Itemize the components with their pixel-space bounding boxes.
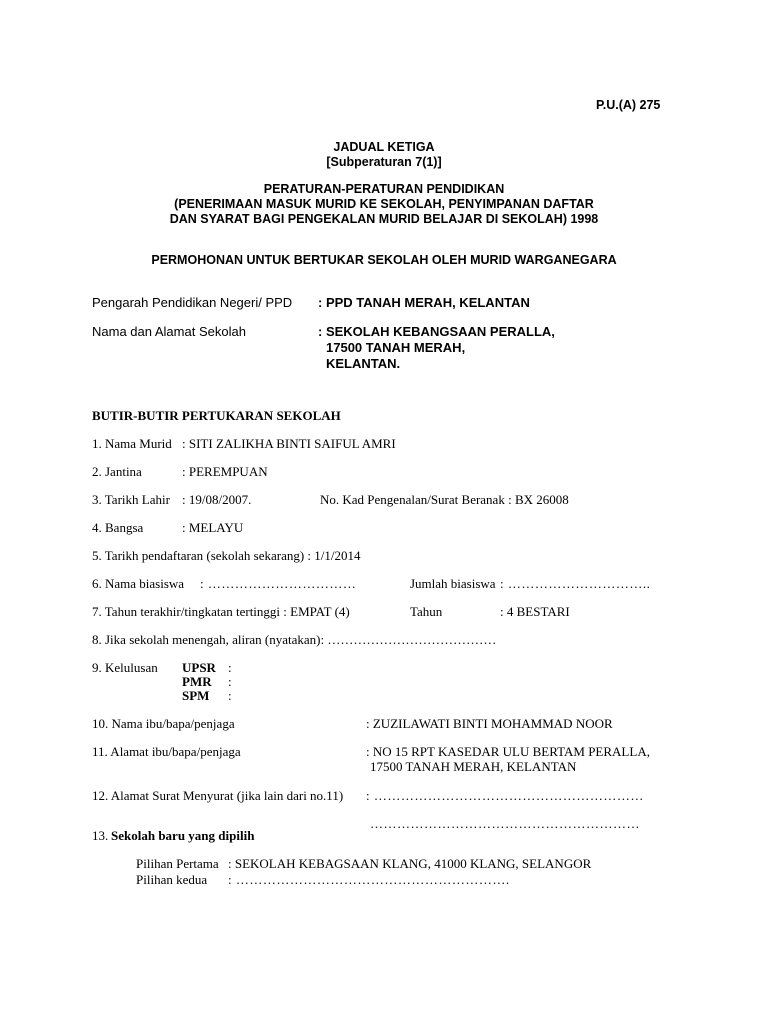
director-value: : PPD TANAH MERAH, KELANTAN: [318, 295, 530, 310]
scholarship-amount-label: Jumlah biasiswa: [410, 576, 496, 591]
mailing-address-label: 12. Alamat Surat Menyurat (jika lain dari no.11): [92, 788, 344, 803]
birthdate-value: : 19/08/2007.: [182, 492, 252, 507]
student-name-label: 1. Nama Murid: [92, 436, 172, 451]
student-name-value: : SITI ZALIKHA BINTI SAIFUL AMRI: [182, 436, 396, 451]
race-label: 4. Bangsa: [92, 520, 144, 535]
subregulation-heading: [Subperaturan 7(1)]: [326, 155, 442, 169]
guardian-name-label: 10. Nama ibu/bapa/penjaga: [92, 716, 235, 731]
spm-label: SPM: [182, 688, 210, 703]
guardian-name-value: : ZUZILAWATI BINTI MOHAMMAD NOOR: [366, 716, 613, 731]
director-label: Pengarah Pendidikan Negeri/ PPD: [92, 295, 293, 310]
last-year-level: 7. Tahun terakhir/tingkatan tertinggi : EMPAT (4): [92, 604, 350, 619]
school-address-line-1: : SEKOLAH KEBANGSAAN PERALLA,: [318, 324, 555, 339]
gender-value: : PEREMPUAN: [182, 464, 268, 479]
upsr-label: UPSR: [182, 660, 216, 675]
mailing-address-line-2: ……………………………………………………: [370, 816, 640, 831]
secondary-stream: 8. Jika sekolah menengah, aliran (nyatakan): …………………………………: [92, 632, 497, 647]
year-value: : 4 BESTARI: [500, 604, 570, 619]
year-label: Tahun: [410, 604, 443, 619]
form-title: PERMOHONAN UNTUK BERTUKAR SEKOLAH OLEH MURID WARGANEGARA: [151, 253, 617, 267]
section-title: BUTIR-BUTIR PERTUKARAN SEKOLAH: [92, 408, 341, 423]
first-choice-label: Pilihan Pertama: [136, 856, 219, 871]
upsr-colon: :: [228, 660, 232, 675]
school-label: Nama dan Alamat Sekolah: [92, 324, 246, 339]
regulation-title-line-3: DAN SYARAT BAGI PENGEKALAN MURID BELAJAR DI SEKOLAH) 1998: [169, 212, 599, 226]
birthdate-label: 3. Tarikh Lahir: [92, 492, 170, 507]
scholarship-amount-value: : …………………………..: [500, 576, 651, 591]
reference-number: P.U.(A) 275: [596, 98, 661, 112]
pmr-label: PMR: [182, 674, 212, 689]
second-choice-label: Pilihan kedua: [136, 872, 208, 887]
new-school-number: 13.: [92, 828, 109, 843]
regulation-title-line-1: PERATURAN-PERATURAN PENDIDIKAN: [263, 182, 505, 196]
guardian-address-line-2: 17500 TANAH MERAH, KELANTAN: [370, 759, 577, 774]
race-value: : MELAYU: [182, 520, 244, 535]
regulation-title-line-2: (PENERIMAAN MASUK MURID KE SEKOLAH, PENYIMPANAN DAFTAR: [174, 197, 594, 211]
qualification-label: 9. Kelulusan: [92, 660, 158, 675]
mailing-address-line-1: : ……………………………………………………: [366, 788, 644, 803]
school-address-line-3: KELANTAN.: [326, 356, 401, 371]
spm-colon: :: [228, 688, 232, 703]
gender-label: 2. Jantina: [92, 464, 142, 479]
registration-date: 5. Tarikh pendaftaran (sekolah sekarang) : 1/1/2014: [92, 548, 361, 563]
guardian-address-line-1: : NO 15 RPT KASEDAR ULU BERTAM PERALLA,: [366, 744, 650, 759]
pmr-colon: :: [228, 674, 232, 689]
first-choice-value: : SEKOLAH KEBAGSAAN KLANG, 41000 KLANG, SELANGOR: [228, 856, 592, 871]
school-address-line-2: 17500 TANAH MERAH,: [326, 340, 466, 355]
schedule-heading: JADUAL KETIGA: [333, 140, 435, 154]
identity-number: No. Kad Pengenalan/Surat Beranak : BX 26008: [320, 492, 569, 507]
guardian-address-label: 11. Alamat ibu/bapa/penjaga: [92, 744, 241, 759]
scholarship-name-label: 6. Nama biasiswa: [92, 576, 185, 591]
scholarship-name-value: : ……………………………: [200, 576, 357, 591]
new-school-label: Sekolah baru yang dipilih: [111, 828, 255, 843]
second-choice-value: : …………………………………………………….: [228, 872, 510, 887]
